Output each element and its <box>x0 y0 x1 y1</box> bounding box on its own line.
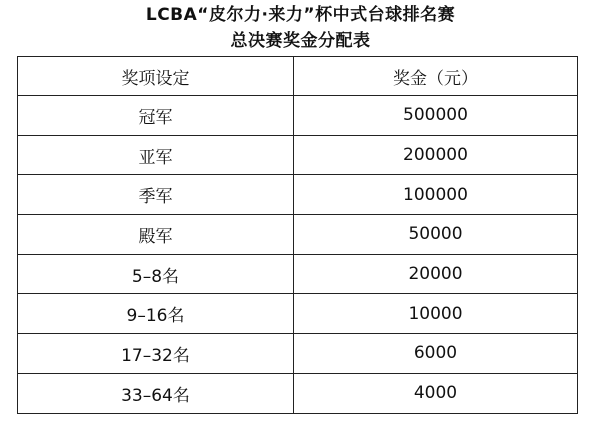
table-row <box>18 334 578 374</box>
award-cell: 冠军 <box>18 96 294 136</box>
table-row <box>18 294 578 334</box>
table-header-row <box>18 57 578 96</box>
table-row <box>18 135 578 175</box>
table-row <box>18 373 578 413</box>
page-title: LCBA“皮尔力·来力”杯中式台球排名赛 <box>145 5 456 25</box>
award-cell: 33–64名 <box>18 373 294 413</box>
prize-cell: 500000 <box>294 96 578 136</box>
table-row <box>18 215 578 255</box>
award-cell: 殿军 <box>18 215 294 255</box>
prize-cell: 6000 <box>294 334 578 374</box>
prize-cell: 100000 <box>294 175 578 215</box>
prize-cell: 50000 <box>294 215 578 255</box>
award-cell: 17–32名 <box>18 334 294 374</box>
award-cell: 9–16名 <box>18 294 294 334</box>
prize-cell: 200000 <box>294 135 578 175</box>
prize-cell: 10000 <box>294 294 578 334</box>
table-row <box>18 96 578 136</box>
award-cell: 亚军 <box>18 135 294 175</box>
prize-table <box>17 56 578 414</box>
header-award: 奖项设定 <box>18 57 294 96</box>
award-cell: 5–8名 <box>18 254 294 294</box>
prize-cell: 20000 <box>294 254 578 294</box>
table-row <box>18 175 578 215</box>
table-row <box>18 254 578 294</box>
award-cell: 季军 <box>18 175 294 215</box>
page-subtitle: 总决赛奖金分配表 <box>230 31 371 51</box>
header-prize: 奖金（元） <box>294 57 578 96</box>
prize-cell: 4000 <box>294 373 578 413</box>
